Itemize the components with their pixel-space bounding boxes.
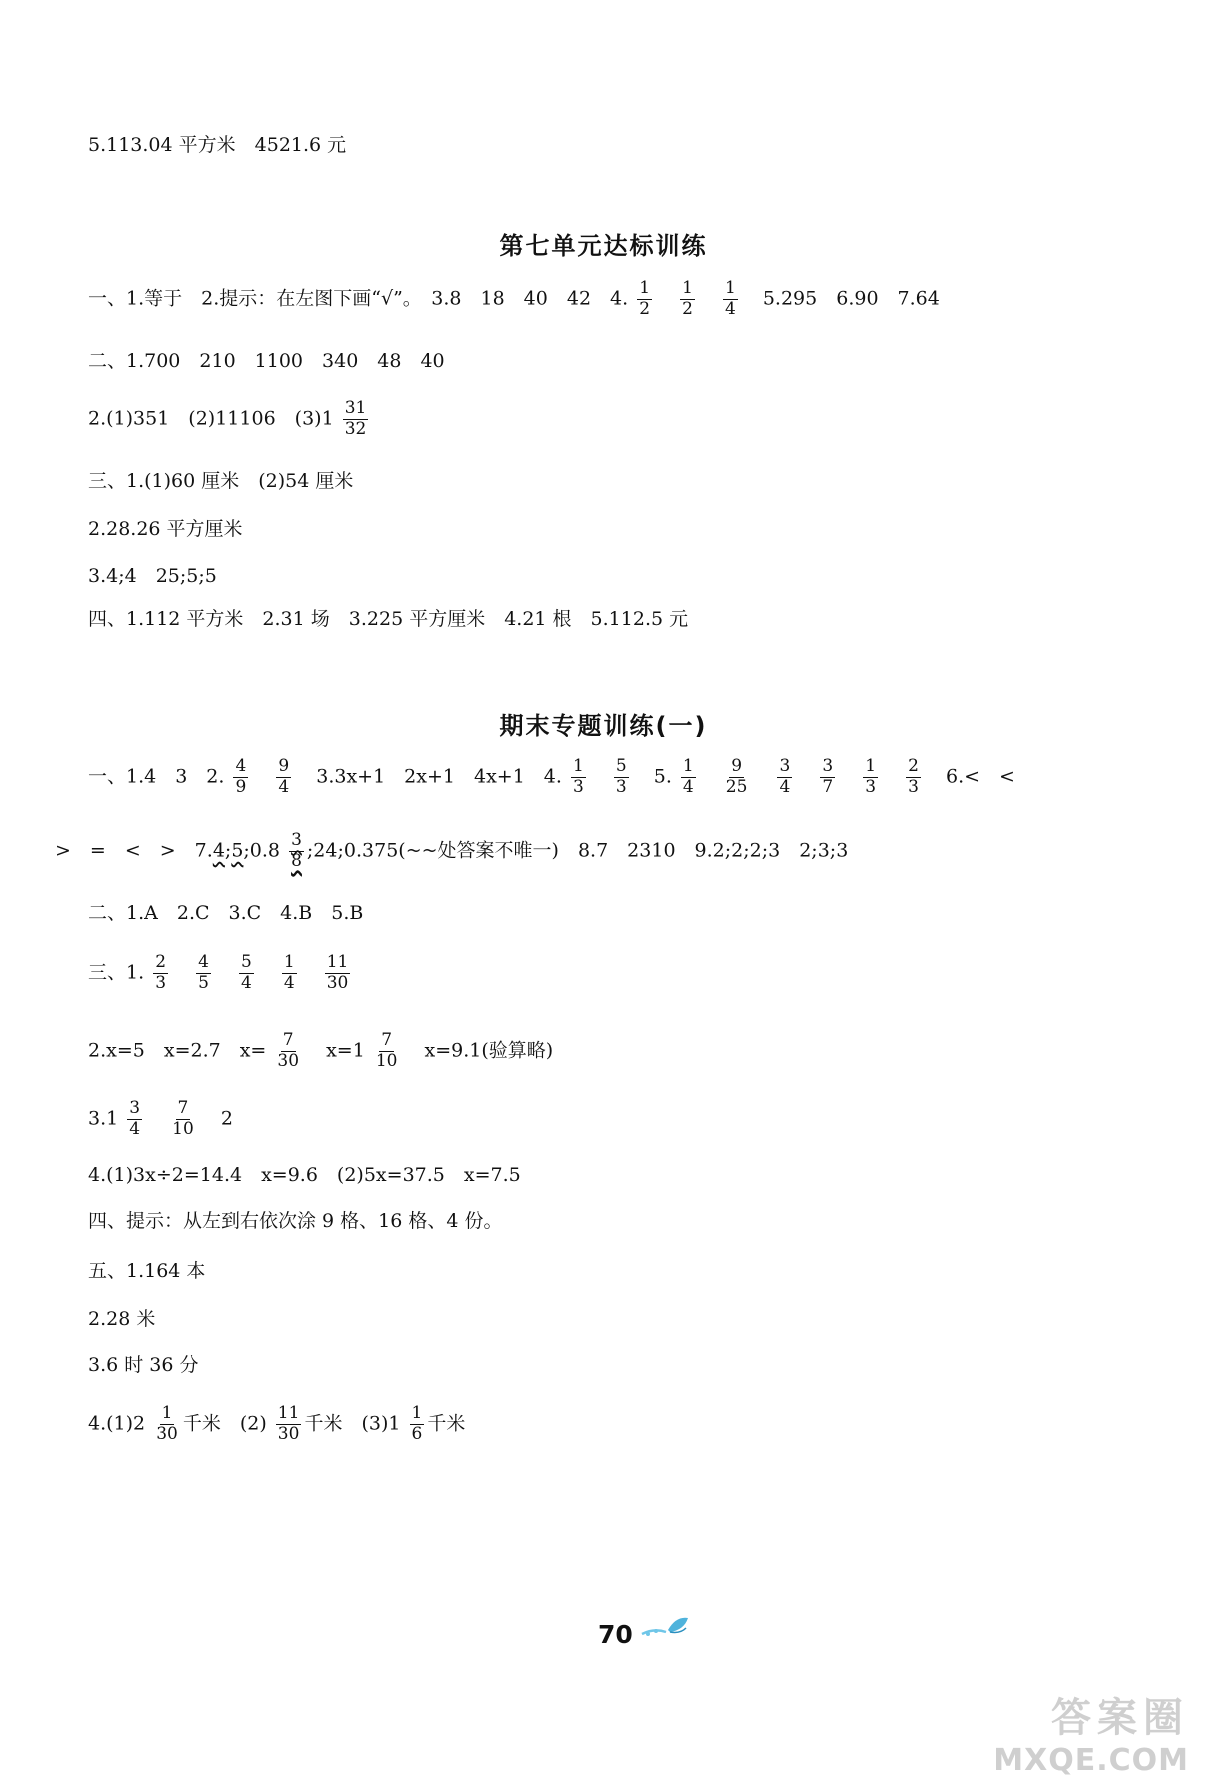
site-watermark xyxy=(993,1686,1189,1778)
final-l8-line xyxy=(88,1212,503,1231)
fraction xyxy=(276,1405,302,1444)
answer-text: x=1 xyxy=(326,1039,365,1062)
answer-text: 千米 (3)1 xyxy=(304,1412,401,1435)
answer-line-top xyxy=(88,136,346,155)
numerator: 2 xyxy=(908,756,919,776)
answer-text: 3.3x+1 2x+1 4x+1 4. xyxy=(316,765,562,788)
answer-text: 二、1.700 210 1100 340 48 40 xyxy=(88,350,445,372)
unit7-q1-line xyxy=(88,280,940,319)
answer-text: 5.113.04 平方米 4521.6 元 xyxy=(88,134,347,156)
numerator: 4 xyxy=(235,756,247,776)
denominator: 3 xyxy=(155,972,167,993)
answer-text: 一、1.等于 2.提示：在左图下画“√”。 3.8 18 40 42 4. xyxy=(88,287,629,310)
fraction xyxy=(374,1032,400,1071)
wavy-underlined-answer: 4 xyxy=(212,839,225,862)
fraction xyxy=(276,758,291,797)
wavy-mark-symbol: ~~ xyxy=(405,839,438,862)
fraction xyxy=(906,758,921,797)
denominator: 4 xyxy=(278,776,290,797)
final-l7-line xyxy=(88,1166,521,1185)
denominator: 30 xyxy=(326,972,349,993)
denominator: 32 xyxy=(344,418,367,439)
fraction xyxy=(170,1100,196,1139)
fraction xyxy=(571,758,586,797)
final-l11-line xyxy=(88,1356,199,1375)
fraction xyxy=(289,832,304,871)
denominator: 4 xyxy=(724,298,736,319)
denominator: 30 xyxy=(277,1423,300,1444)
answer-text: 4.(1)3x÷2=14.4 x=9.6 (2)5x=37.5 x=7.5 xyxy=(88,1164,521,1186)
unit7-q3b-line xyxy=(88,520,243,539)
answer-text: ; xyxy=(224,839,232,862)
numerator: 1 xyxy=(572,756,584,776)
fraction xyxy=(127,1100,142,1139)
denominator: 5 xyxy=(198,972,209,993)
numerator: 4 xyxy=(198,952,209,972)
denominator: 25 xyxy=(725,776,748,797)
numerator: 1 xyxy=(682,756,694,776)
numerator: 9 xyxy=(278,756,290,776)
watermark-url: MXQE.COM xyxy=(993,1743,1189,1778)
numerator: 1 xyxy=(161,1403,173,1423)
answer-text: 2 xyxy=(220,1107,233,1130)
unit7-q3c-line xyxy=(88,567,217,586)
numerator: 5 xyxy=(240,952,252,972)
section-title-final: 期末专题训练(一) xyxy=(499,712,708,740)
answer-text: 三、1. xyxy=(88,961,145,984)
answer-text: 四、提示：从左到右依次涂 9 格、16 格、4 份。 xyxy=(88,1210,503,1232)
answer-text: 2.(1)351 (2)11106 (3)1 xyxy=(88,407,334,430)
denominator: 3 xyxy=(865,776,877,797)
numerator: 1 xyxy=(724,278,736,298)
fraction xyxy=(275,1032,301,1071)
answer-text: 一、1.4 3 2. xyxy=(88,765,225,788)
watermark-logo-text: 答案圈 xyxy=(1051,1695,1189,1741)
denominator: 30 xyxy=(277,1050,300,1071)
numerator: 1 xyxy=(865,756,877,776)
denominator: 4 xyxy=(682,776,694,797)
answer-text: 二、1.A 2.C 3.C 4.B 5.B xyxy=(88,902,364,924)
final-l10-line xyxy=(88,1310,155,1329)
denominator: 6 xyxy=(411,1423,423,1444)
denominator: 10 xyxy=(375,1050,398,1071)
numerator: 1 xyxy=(283,952,295,972)
numerator: 7 xyxy=(282,1030,294,1050)
fraction xyxy=(239,954,254,993)
final-l6-line xyxy=(88,1100,233,1139)
fraction xyxy=(153,954,168,993)
answer-text: 千米 (2) xyxy=(182,1412,267,1435)
numerator: 1 xyxy=(682,278,693,298)
fraction xyxy=(343,400,369,439)
numerator: 31 xyxy=(344,398,367,418)
denominator: 4 xyxy=(240,972,252,993)
answer-text: 6.< < xyxy=(945,765,1015,788)
leaf-decoration-icon xyxy=(640,1612,700,1642)
denominator: 8 xyxy=(291,850,302,871)
fraction xyxy=(325,954,351,993)
final-l4-line xyxy=(88,954,353,993)
fraction xyxy=(154,1405,180,1444)
fraction xyxy=(820,758,835,797)
fraction xyxy=(681,758,696,797)
final-l12-line xyxy=(88,1405,465,1444)
answer-text: 5.295 6.90 7.64 xyxy=(762,287,940,310)
fraction xyxy=(282,954,297,993)
answer-text: 3.4;4 25;5;5 xyxy=(88,565,217,587)
fraction xyxy=(637,280,652,319)
numerator: 3 xyxy=(291,830,302,850)
fraction xyxy=(777,758,792,797)
fraction xyxy=(723,280,738,319)
final-l9-line xyxy=(88,1262,205,1281)
answer-text: 四、1.112 平方米 2.31 场 3.225 平方厘米 4.21 根 5.112.5 元 xyxy=(88,608,689,630)
numerator: 1 xyxy=(411,1403,423,1423)
final-l3-line xyxy=(88,904,363,923)
answer-text: 2.28.26 平方厘米 xyxy=(88,518,243,540)
denominator: 4 xyxy=(129,1118,141,1139)
unit7-q3a-line xyxy=(88,472,353,491)
denominator: 7 xyxy=(822,776,834,797)
answer-text: 4.(1)2 xyxy=(88,1412,146,1435)
fraction xyxy=(680,280,695,319)
numerator: 11 xyxy=(277,1403,300,1423)
numerator: 2 xyxy=(155,952,167,972)
answer-text: > = < > 7. xyxy=(55,839,213,862)
answer-text: x=9.1(验算略) xyxy=(424,1039,554,1062)
answer-text: ;24;0.375( xyxy=(306,839,406,862)
fraction xyxy=(724,758,750,797)
numerator: 3 xyxy=(822,756,834,776)
denominator: 9 xyxy=(235,776,247,797)
numerator: 5 xyxy=(615,756,627,776)
numerator: 1 xyxy=(639,278,651,298)
unit7-q2a-line xyxy=(88,352,445,371)
answer-text: 2.x=5 x=2.7 x= xyxy=(88,1039,267,1062)
denominator: 30 xyxy=(156,1423,178,1444)
numerator: 7 xyxy=(177,1098,189,1118)
numerator: 3 xyxy=(779,756,791,776)
answer-text: 2.28 米 xyxy=(88,1308,156,1330)
answer-text: 处答案不唯一) 8.7 2310 9.2;2;2;3 2;3;3 xyxy=(437,839,849,862)
wavy-underlined-answer: 5 xyxy=(231,839,244,862)
answer-text: 3.1 xyxy=(88,1107,119,1130)
denominator: 4 xyxy=(283,972,295,993)
final-l2-line xyxy=(55,832,848,871)
numerator: 7 xyxy=(381,1030,393,1050)
denominator: 3 xyxy=(572,776,584,797)
fraction xyxy=(233,758,248,797)
fraction xyxy=(410,1405,425,1444)
answer-text: 五、1.164 本 xyxy=(88,1260,206,1282)
answer-text: 5. xyxy=(653,765,672,788)
unit7-q2b-line xyxy=(88,400,371,439)
section-title-unit7: 第七单元达标训练 xyxy=(499,232,708,260)
denominator: 4 xyxy=(779,776,791,797)
answer-text: 三、1.(1)60 厘米 (2)54 厘米 xyxy=(88,470,354,492)
denominator: 2 xyxy=(682,298,693,319)
fraction xyxy=(863,758,878,797)
fraction xyxy=(614,758,629,797)
denominator: 10 xyxy=(172,1118,194,1139)
unit7-q4-line xyxy=(88,610,688,629)
final-l5-line xyxy=(88,1032,553,1071)
numerator: 9 xyxy=(731,756,743,776)
numerator: 11 xyxy=(326,952,349,972)
final-l1-line xyxy=(88,758,1015,797)
answer-text: ;0.8 xyxy=(243,839,281,862)
fraction xyxy=(196,954,211,993)
denominator: 3 xyxy=(908,776,919,797)
numerator: 3 xyxy=(129,1098,141,1118)
answer-text: 3.6 时 36 分 xyxy=(88,1354,199,1376)
answer-text: 千米 xyxy=(427,1412,466,1435)
denominator: 3 xyxy=(615,776,627,797)
denominator: 2 xyxy=(639,298,651,319)
page-number: 70 xyxy=(598,1620,633,1649)
